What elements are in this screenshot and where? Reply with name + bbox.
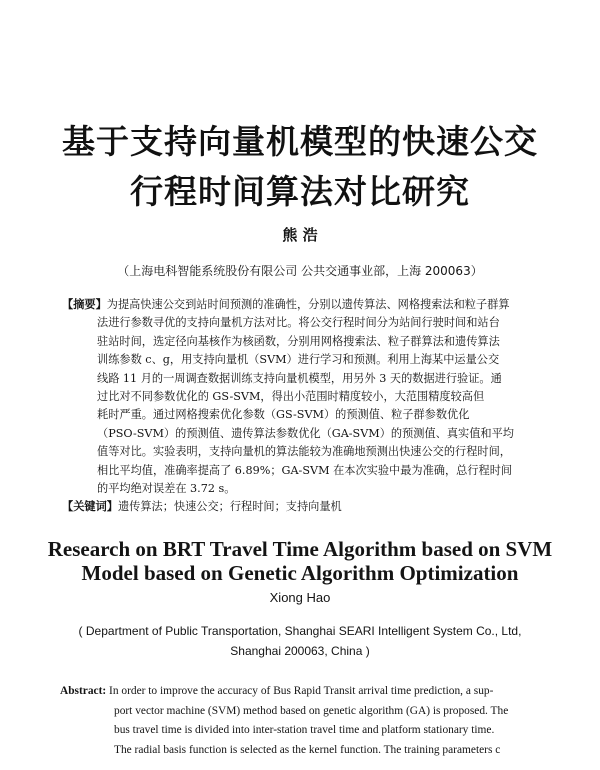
keywords-text: 遗传算法；快速公交；行程时间；支持向量机 — [117, 500, 342, 514]
abstract-line: 耗时严重。通过网格搜索优化参数（GS-SVM）的预测值、粒子群参数优化 — [97, 408, 470, 422]
english-abstract-line: port vector machine (SVM) method based on genetic algorithm (GA) is proposed. The — [114, 704, 509, 717]
chinese-author: 熊 浩 — [282, 226, 318, 244]
english-abstract — [60, 682, 540, 760]
english-abstract-label: Abstract: — [60, 685, 107, 697]
english-title-line-2: Model based on Genetic Algorithm Optimization — [81, 561, 519, 585]
abstract-line: 线路 11 月的一周调查数据训练支持向量机模型，用另外 3 天的数据进行验证。通 — [97, 371, 502, 385]
chinese-affiliation: （上海电科智能系统股份有限公司 公共交通事业部，上海 200063） — [117, 264, 483, 278]
english-title-line-1: Research on BRT Travel Time Algorithm based on SVM — [47, 537, 553, 561]
english-abstract-line: bus travel time is divided into inter-station travel time and platform stationary time. — [114, 724, 495, 737]
abstract-line: 法进行参数寻优的支持向量机方法对比。将公交行程时间分为站间行驶时间和站台 — [97, 316, 500, 330]
english-abstract-line: In order to improve the accuracy of Bus Rapid Transit arrival time prediction, a sup- — [109, 685, 494, 697]
chinese-abstract — [62, 296, 538, 517]
abstract-line: 过比对不同参数优化的 GS-SVM，得出小范围时精度较小，大范围精度较高但 — [97, 389, 485, 403]
keywords-label: 【关键词】 — [62, 500, 118, 514]
abstract-label: 【摘要】 — [62, 298, 107, 311]
abstract-line: 的平均绝对误差在 3.72 s。 — [97, 481, 236, 495]
abstract-line: 驻站时间，选定径向基核作为核函数，分别用网格搜索法、粒子群算法和遗传算法 — [97, 334, 500, 348]
abstract-line: 相比平均值，准确率提高了 6.89%；GA-SVM 在本次实验中最为准确，总行程时间 — [97, 463, 513, 477]
abstract-line: 值等对比。实验表明，支持向量机的算法能较为准确地预测出快速公交的行程时间， — [97, 445, 511, 459]
abstract-line: 训练参数 c、g，用支持向量机（SVM）进行学习和预测。利用上海某中运量公交 — [97, 353, 500, 367]
chinese-title-line-1: 基于支持向量机模型的快速公交 — [62, 122, 538, 161]
abstract-line: （PSO-SVM）的预测值、遗传算法参数优化（GA-SVM）的预测值、真实值和平均 — [97, 426, 514, 440]
english-author: Xiong Hao — [269, 590, 331, 605]
chinese-title-line-2: 行程时间算法对比研究 — [130, 172, 470, 211]
english-affiliation-line-1: ( Department of Public Transportation, Shanghai SEARI Intelligent System Co., Ltd, — [78, 624, 522, 638]
english-affiliation-line-2: Shanghai 200063, China ) — [230, 644, 370, 658]
abstract-line: 为提高快速公交到站时间预测的准确性，分别以遗传算法、网格搜索法和粒子群算 — [106, 298, 510, 311]
english-abstract-line: The radial basis function is selected as the kernel function. The training parameters c — [114, 743, 501, 756]
